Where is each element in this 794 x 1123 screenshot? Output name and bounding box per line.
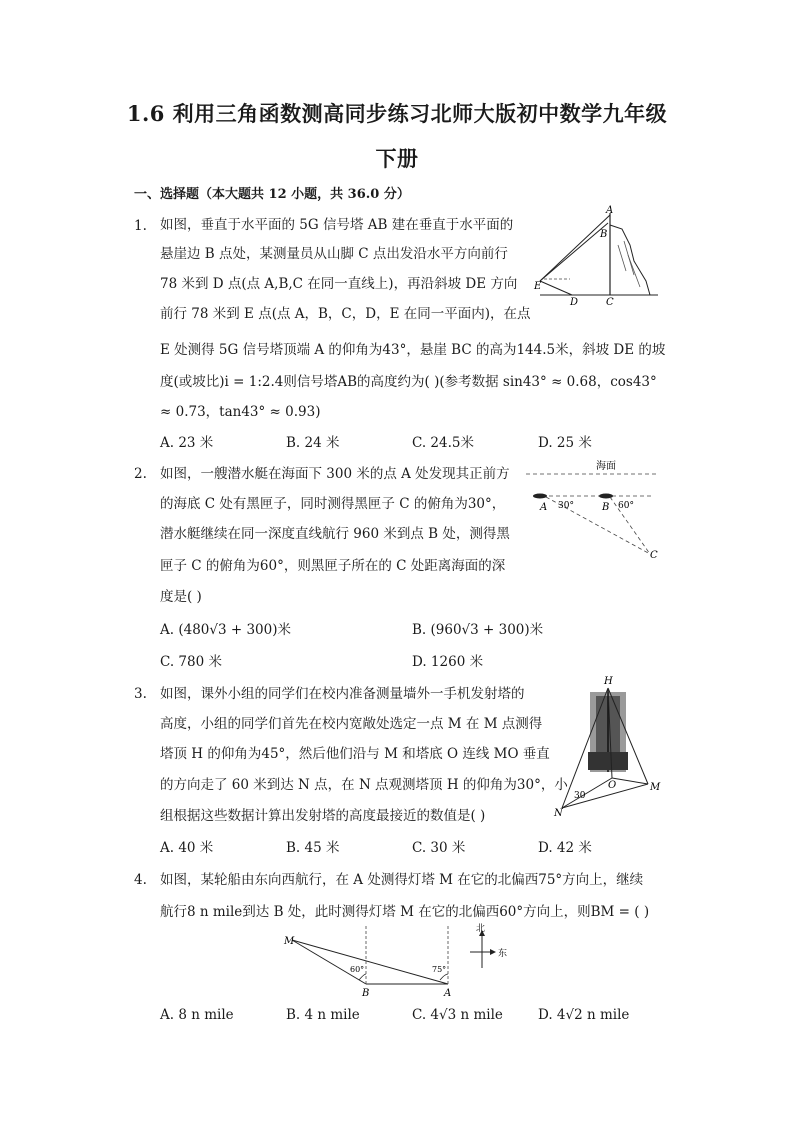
question-2-line: 匣子 C 的俯角为60°，则黑匣子所在的 C 处距离海面的深 [160,558,506,574]
figure-label-h: H [604,676,613,687]
question-3-option-d[interactable]: D. 42 米 [538,840,592,856]
question-1-option-b[interactable]: B. 24 米 [286,435,340,451]
figure-label-c: C [606,297,614,307]
question-3-line: 的方向走了 60 米到达 N 点，在 N 点观测塔顶 H 的仰角为30°，小 [160,777,568,793]
figure-label-o: O [608,780,617,791]
question-2-figure [522,458,662,564]
question-1-line: 度(或坡比)i = 1:2.4则信号塔AB的高度约为( )(参考数据 sin43° ≈ 0.68，cos43° [160,374,657,390]
question-3-number: 3. [134,686,147,702]
question-3-line: 如图，课外小组的同学们在校内准备测量墙外一手机发射塔的 [160,686,525,702]
compass-east-label: 东 [498,949,508,959]
question-1-figure [530,205,662,307]
angle-label-60: 60° [350,965,365,974]
question-2-option-a[interactable]: A. (480√3 + 300)米 [160,622,291,638]
figure-label-c: C [650,550,658,561]
question-4-number: 4. [134,872,147,888]
question-1-line: 前行 78 米到 E 点(点 A，B，C，D，E 在同一平面内)，在点 [160,306,531,322]
figure-label-b: B [600,229,608,240]
question-2-option-d[interactable]: D. 1260 米 [412,654,484,670]
question-2-line: 潜水艇继续在同一深度直线航行 960 米到点 B 处，测得黑 [160,526,510,542]
figure-label-m: M [284,936,295,947]
question-4-option-b[interactable]: B. 4 n mile [286,1007,360,1023]
question-2-option-c[interactable]: C. 780 米 [160,654,222,670]
question-4-option-d[interactable]: D. 4√2 n mile [538,1007,630,1023]
angle-label-60: 60° [618,501,634,511]
question-1-option-a[interactable]: A. 23 米 [160,435,214,451]
question-1-line: E 处测得 5G 信号塔顶端 A 的仰角为43°，悬崖 BC 的高为144.5米，斜坡 DE 的坡 [160,342,666,358]
question-1-option-c[interactable]: C. 24.5米 [412,435,474,451]
question-2-line: 的海底 C 处有黑匣子，同时测得黑匣子 C 的俯角为30°， [160,496,506,512]
figure-label-m: M [650,782,661,793]
question-1-number: 1. [134,218,147,234]
compass-north-label: 北 [476,924,486,934]
question-1-line: 如图，垂直于水平面的 5G 信号塔 AB 建在垂直于水平面的 [160,217,514,233]
question-3-line: 高度，小组的同学们首先在校内宽敞处选定一点 M 在 M 点测得 [160,716,543,732]
question-2-line: 如图，一艘潜水艇在海面下 300 米的点 A 处发现其正前方 [160,466,510,482]
angle-label-75: 75° [432,965,447,974]
sea-surface-label: 海面 [596,461,616,472]
section-heading: 一、选择题（本大题共 12 小题，共 36.0 分） [134,187,410,202]
angle-label-30: 30 [574,791,586,801]
question-1-line: 悬崖边 B 点处，某测量员从山脚 C 点出发沿水平方向前行 [160,246,508,262]
question-3-option-b[interactable]: B. 45 米 [286,840,340,856]
question-4-option-c[interactable]: C. 4√3 n mile [412,1007,503,1023]
question-4-option-a[interactable]: A. 8 n mile [160,1007,234,1023]
figure-label-b: B [362,988,370,999]
question-1-option-d[interactable]: D. 25 米 [538,435,592,451]
question-3-line: 塔顶 H 的仰角为45°，然后他们沿与 M 和塔底 O 连线 MO 垂直 [160,746,550,762]
figure-label-a: A [444,988,452,999]
question-2-line: 度是( ) [160,589,202,605]
question-4-figure [280,922,520,1002]
question-1-line: 78 米到 D 点(点 A,B,C 在同一直线上)，再沿斜坡 DE 方向 [160,276,518,292]
question-3-option-a[interactable]: A. 40 米 [160,840,214,856]
question-3-figure [552,672,662,820]
document-title-line2: 下册 [375,146,419,171]
figure-label-e: E [534,281,542,292]
question-4-line: 航行8 n mile到达 B 处，此时测得灯塔 M 在它的北偏西60°方向上，则BM = ( ) [160,904,650,920]
figure-label-d: D [570,297,579,307]
question-4-line: 如图，某轮船由东向西航行，在 A 处测得灯塔 M 在它的北偏西75°方向上，继续 [160,872,644,888]
question-1-line: ≈ 0.73，tan43° ≈ 0.93) [160,404,321,420]
question-2-number: 2. [134,466,147,482]
figure-label-a: A [540,502,548,513]
question-3-line: 组根据这些数据计算出发射塔的高度最接近的数值是( ) [160,808,486,824]
document-title-line1: 1.6 利用三角函数测高同步练习北师大版初中数学九年级 [126,101,668,126]
figure-label-b: B [602,502,610,513]
question-3-option-c[interactable]: C. 30 米 [412,840,466,856]
question-2-option-b[interactable]: B. (960√3 + 300)米 [412,622,544,638]
angle-label-30: 30° [558,501,574,511]
figure-label-a: A [606,205,614,216]
figure-label-n: N [554,808,563,819]
